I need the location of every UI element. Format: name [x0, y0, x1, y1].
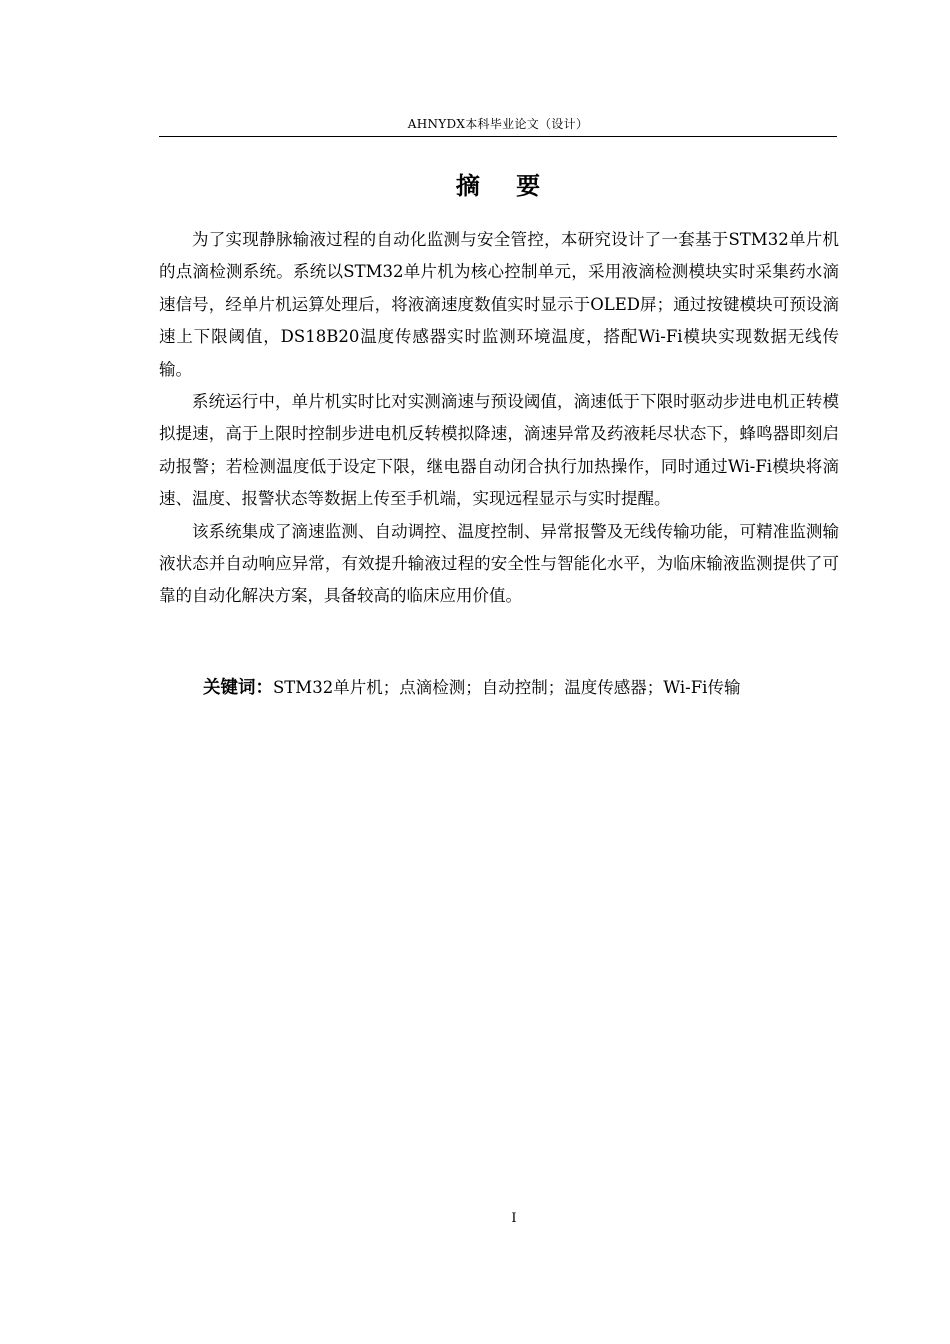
keywords-label: 关键词： — [203, 678, 273, 698]
running-header: AHNYDX本科毕业论文（设计） — [407, 117, 589, 131]
abstract-title: 摘 要 — [455, 172, 555, 200]
abstract-paragraph-3: 该系统集成了滴速监测、自动调控、温度控制、异常报警及无线传输功能，可精准监测输液状态并自动响应异常，有效提升输液过程的安全性与智能化水平，为临床输液监测提供了可靠的自动化解决方案，具备较高的临床应用价值。 — [159, 521, 839, 606]
abstract-paragraph-2: 系统运行中，单片机实时比对实测滴速与预设阈值，滴速低于下限时驱动步进电机正转模拟提速，高于上限时控制步进电机反转模拟降速，滴速异常及药液耗尽状态下，蜂鸣器即刻启动报警；若检测温度低于设定下限，继电器自动闭合执行加热操作，同时通过Wi-Fi模块将滴速、温度、报警状态等数据上传至手机端，实现远程显示与实时提醒。 — [159, 392, 839, 509]
keywords-text: STM32单片机；点滴检测；自动控制；温度传感器；Wi-Fi传输 — [273, 678, 741, 697]
keywords-line — [203, 672, 843, 704]
page-number: I — [511, 1211, 517, 1226]
abstract-paragraph-1: 为了实现静脉输液过程的自动化监测与安全管控，本研究设计了一套基于STM32单片机的点滴检测系统。系统以STM32单片机为核心控制单元，采用液滴检测模块实时采集药水滴速信号，经单片机运算处理后，将液滴速度数值实时显示于OLED屏；通过按键模块可预设滴速上下限阈值，DS18B20温度传感器实时监测环境温度，搭配Wi-Fi模块实现数据无线传输。 — [159, 230, 839, 379]
abstract-body — [159, 224, 839, 613]
header-rule — [159, 136, 837, 137]
